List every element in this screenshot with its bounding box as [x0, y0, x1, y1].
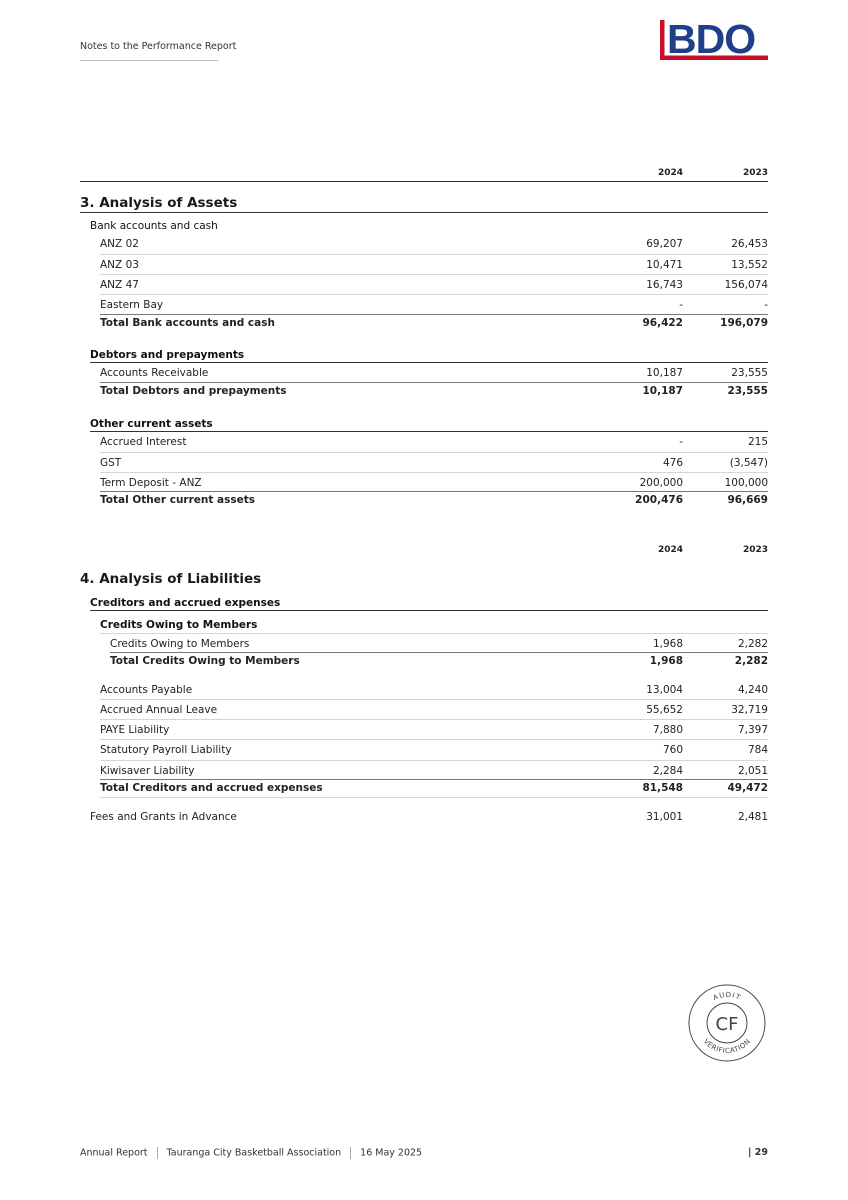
total-value-2023: 49,472 — [727, 782, 768, 794]
liabilities-section-title: 4. Analysis of Liabilities — [80, 571, 262, 587]
row-label: Kiwisaver Liability — [100, 765, 195, 777]
row-value-2024: 476 — [662, 457, 683, 469]
row-value-2023: 26,453 — [731, 238, 768, 250]
row-label: ANZ 03 — [100, 259, 139, 271]
row-value-2023: 215 — [747, 436, 768, 448]
footer-separator — [157, 1147, 158, 1159]
row-label: Eastern Bay — [100, 299, 164, 311]
table-row — [100, 681, 768, 699]
page-header-title: Notes to the Performance Report — [80, 41, 237, 52]
stamp-top-text: AUDIT — [711, 990, 743, 1003]
credits-owing-title: Credits Owing to Members — [100, 619, 258, 631]
row-label: ANZ 47 — [100, 279, 139, 291]
table-row — [100, 721, 768, 739]
row-label: Accrued Interest — [100, 436, 187, 448]
row-label: Term Deposit - ANZ — [100, 477, 202, 489]
row-value-2024: 55,652 — [646, 704, 683, 716]
audit-verification-stamp — [687, 983, 767, 1063]
assets-section-title: 3. Analysis of Assets — [80, 195, 238, 211]
other-current-assets-title: Other current assets — [90, 418, 213, 430]
row-divider — [100, 760, 768, 761]
header-rule — [80, 60, 218, 61]
total-row — [100, 314, 768, 332]
table-row — [100, 364, 768, 382]
assets-year-current: 2024 — [657, 168, 683, 178]
row-value-2023: 2,282 — [737, 638, 768, 650]
total-row — [100, 382, 768, 400]
row-value-2023: (3,547) — [729, 457, 768, 469]
table-row — [100, 474, 768, 492]
row-label: Credits Owing to Members — [110, 638, 250, 650]
row-value-2024: 10,471 — [646, 259, 683, 271]
row-value-2023: 156,074 — [724, 279, 768, 291]
row-value-2024: 2,284 — [652, 765, 683, 777]
other-assets-title-rule — [90, 431, 768, 432]
row-divider — [100, 699, 768, 700]
svg-text:VERIFICATION — [702, 1037, 753, 1055]
row-divider — [100, 472, 768, 473]
row-value-2024: 1,968 — [652, 638, 683, 650]
row-divider — [100, 294, 768, 295]
total-label: Total Other current assets — [100, 494, 256, 506]
assets-year-prior: 2023 — [742, 168, 768, 178]
row-value-2024: 7,880 — [652, 724, 683, 736]
row-value-2024: 10,187 — [646, 367, 683, 379]
svg-text:AUDIT — [712, 991, 742, 1002]
row-label: Fees and Grants in Advance — [90, 811, 237, 823]
table-row — [100, 433, 768, 451]
row-value-2024: - — [679, 299, 683, 311]
total-value-2024: 10,187 — [642, 385, 683, 397]
liabilities-year-current: 2024 — [657, 545, 683, 555]
bank-accounts-title: Bank accounts and cash — [90, 220, 218, 232]
logo-text: BDO — [667, 18, 756, 62]
row-label: Statutory Payroll Liability — [100, 744, 232, 756]
row-label: Accrued Annual Leave — [100, 704, 218, 716]
total-value-2023: 196,079 — [720, 317, 768, 329]
table-row — [100, 762, 768, 780]
footer-separator — [350, 1147, 351, 1159]
total-label: Total Debtors and prepayments — [100, 385, 287, 397]
page-number: | 29 — [748, 1147, 768, 1158]
table-row — [100, 296, 768, 314]
row-value-2023: 23,555 — [731, 367, 768, 379]
row-label: PAYE Liability — [100, 724, 170, 736]
bdo-logo — [660, 18, 768, 62]
table-row — [90, 808, 768, 826]
row-divider — [100, 452, 768, 453]
row-label: ANZ 02 — [100, 238, 139, 250]
row-value-2023: 13,552 — [731, 259, 768, 271]
row-value-2024: 69,207 — [646, 238, 683, 250]
row-value-2023: - — [764, 299, 768, 311]
row-value-2023: 2,481 — [737, 811, 768, 823]
row-value-2024: 13,004 — [646, 684, 683, 696]
total-value-2023: 2,282 — [734, 655, 768, 667]
table-row — [100, 741, 768, 759]
row-divider — [100, 274, 768, 275]
row-divider — [100, 797, 768, 798]
stamp-initials: CF — [715, 1014, 739, 1035]
row-label: Accounts Payable — [100, 684, 193, 696]
row-value-2023: 32,719 — [731, 704, 768, 716]
total-label: Total Bank accounts and cash — [100, 317, 275, 329]
row-label: GST — [100, 457, 122, 469]
row-divider — [100, 254, 768, 255]
total-row — [110, 652, 768, 670]
total-value-2024: 96,422 — [642, 317, 683, 329]
table-row — [100, 276, 768, 294]
footer-date: 16 May 2025 — [360, 1147, 423, 1159]
row-value-2024: - — [679, 436, 683, 448]
table-row — [100, 454, 768, 472]
table-row — [110, 635, 768, 653]
row-value-2024: 16,743 — [646, 279, 683, 291]
row-value-2023: 100,000 — [724, 477, 768, 489]
row-divider — [100, 633, 768, 634]
row-value-2023: 2,051 — [737, 765, 768, 777]
debtors-title: Debtors and prepayments — [90, 349, 245, 361]
table-row — [100, 235, 768, 253]
row-value-2023: 7,397 — [737, 724, 768, 736]
total-value-2023: 96,669 — [727, 494, 768, 506]
total-row — [100, 491, 768, 509]
row-value-2024: 31,001 — [646, 811, 683, 823]
debtors-title-rule — [90, 362, 768, 363]
liabilities-year-prior: 2023 — [742, 545, 768, 555]
row-value-2023: 784 — [747, 744, 768, 756]
total-label: Total Credits Owing to Members — [110, 655, 300, 667]
total-value-2024: 81,548 — [642, 782, 683, 794]
footer-organisation: Tauranga City Basketball Association — [166, 1147, 342, 1159]
table-row — [100, 256, 768, 274]
total-value-2024: 200,476 — [635, 494, 683, 506]
assets-header-rule — [80, 181, 768, 182]
creditors-title-rule — [90, 610, 768, 611]
footer-report: Annual Report — [80, 1147, 148, 1159]
creditors-title: Creditors and accrued expenses — [90, 597, 281, 609]
total-value-2023: 23,555 — [727, 385, 768, 397]
row-label: Accounts Receivable — [100, 367, 209, 379]
row-value-2023: 4,240 — [737, 684, 768, 696]
assets-title-rule — [80, 212, 768, 213]
table-row — [100, 701, 768, 719]
stamp-bottom-text: VERIFICATION — [701, 1037, 753, 1056]
total-label: Total Creditors and accrued expenses — [100, 782, 323, 794]
total-value-2024: 1,968 — [649, 655, 683, 667]
row-value-2024: 760 — [662, 744, 683, 756]
row-divider — [100, 739, 768, 740]
page-footer — [80, 1147, 422, 1159]
row-divider — [100, 719, 768, 720]
total-row — [100, 779, 768, 797]
row-value-2024: 200,000 — [639, 477, 683, 489]
